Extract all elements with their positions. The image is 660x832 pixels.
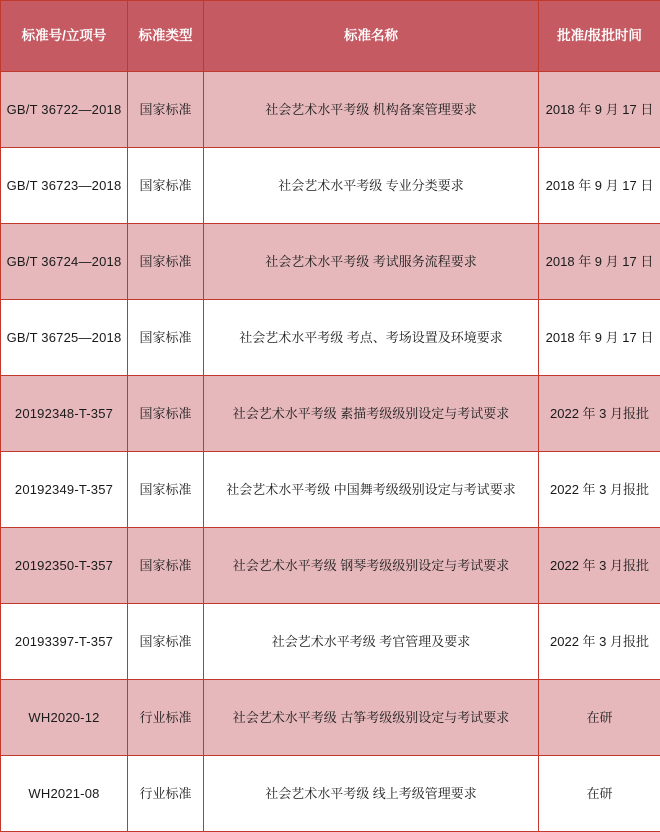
cell-date: 2018 年 9 月 17 日 [539,224,660,300]
table-row [1,604,660,680]
cell-code: 20193397-T-357 [1,604,128,680]
cell-code: GB/T 36725—2018 [1,300,128,376]
cell-date: 2018 年 9 月 17 日 [539,72,660,148]
table-row [1,148,660,224]
column-header-name: 标准名称 [204,1,539,72]
cell-date: 2022 年 3 月报批 [539,528,660,604]
column-header-date: 批准/报批时间 [539,1,660,72]
cell-name: 社会艺术水平考级 专业分类要求 [204,148,539,224]
cell-name: 社会艺术水平考级 考试服务流程要求 [204,224,539,300]
table-row [1,452,660,528]
column-header-type: 标准类型 [128,1,204,72]
cell-type: 国家标准 [128,148,204,224]
cell-date: 2022 年 3 月报批 [539,452,660,528]
cell-date: 2022 年 3 月报批 [539,376,660,452]
cell-name: 社会艺术水平考级 古筝考级级别设定与考试要求 [204,680,539,756]
table-header [1,1,660,72]
table-row [1,756,660,832]
cell-type: 国家标准 [128,528,204,604]
cell-name: 社会艺术水平考级 中国舞考级级别设定与考试要求 [204,452,539,528]
cell-code: 20192348-T-357 [1,376,128,452]
table-row [1,72,660,148]
cell-code: WH2021-08 [1,756,128,832]
cell-date: 2022 年 3 月报批 [539,604,660,680]
cell-code: 20192349-T-357 [1,452,128,528]
cell-type: 国家标准 [128,604,204,680]
table-row [1,680,660,756]
cell-type: 国家标准 [128,376,204,452]
cell-date: 在研 [539,756,660,832]
cell-date: 2018 年 9 月 17 日 [539,148,660,224]
cell-date: 在研 [539,680,660,756]
cell-name: 社会艺术水平考级 线上考级管理要求 [204,756,539,832]
cell-code: 20192350-T-357 [1,528,128,604]
cell-name: 社会艺术水平考级 素描考级级别设定与考试要求 [204,376,539,452]
cell-code: GB/T 36723—2018 [1,148,128,224]
cell-code: GB/T 36722—2018 [1,72,128,148]
cell-date: 2018 年 9 月 17 日 [539,300,660,376]
cell-name: 社会艺术水平考级 考点、考场设置及环境要求 [204,300,539,376]
cell-code: GB/T 36724—2018 [1,224,128,300]
table-row [1,224,660,300]
table-row [1,300,660,376]
column-header-code: 标准号/立项号 [1,1,128,72]
cell-type: 国家标准 [128,224,204,300]
table-header-row [1,1,660,72]
cell-name: 社会艺术水平考级 考官管理及要求 [204,604,539,680]
table-row [1,376,660,452]
cell-type: 行业标准 [128,680,204,756]
cell-code: WH2020-12 [1,680,128,756]
table-body [1,72,660,832]
cell-name: 社会艺术水平考级 钢琴考级级别设定与考试要求 [204,528,539,604]
table-row [1,528,660,604]
cell-type: 国家标准 [128,300,204,376]
cell-name: 社会艺术水平考级 机构备案管理要求 [204,72,539,148]
cell-type: 国家标准 [128,452,204,528]
cell-type: 国家标准 [128,72,204,148]
cell-type: 行业标准 [128,756,204,832]
